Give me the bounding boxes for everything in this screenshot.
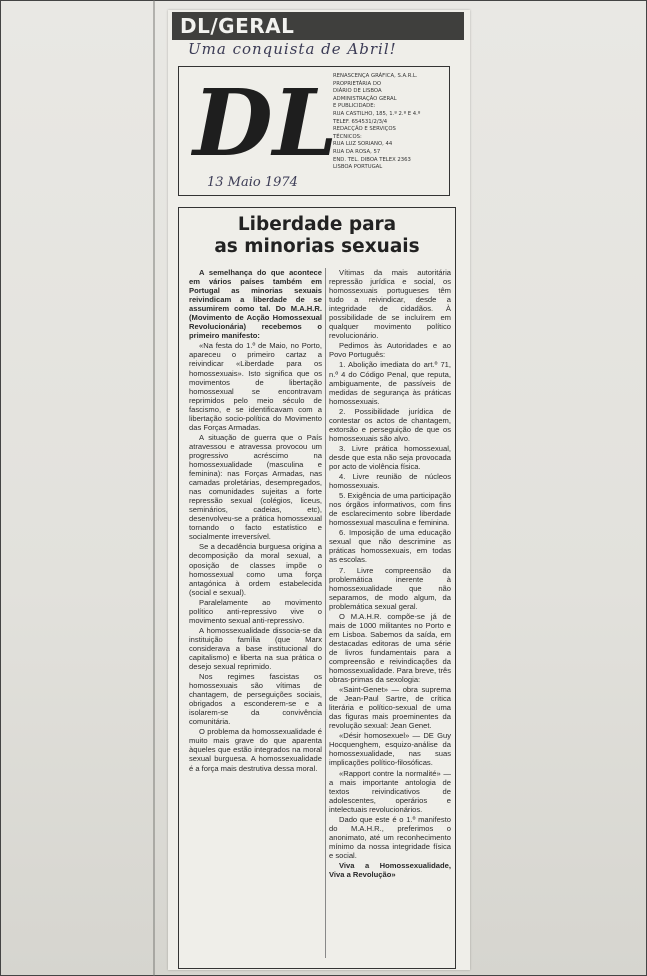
- article-paragraph: A homossexualidade dissocia-se da instituição família (que Marx considerava a base institucional do capitalismo) e liberta na sua prática o desejo sexual reprimido.: [189, 625, 322, 672]
- article-paragraph: 2. Possibilidade jurídica de contestar os actos de chantagem, extorsão e perseguição de que os homossexuais são alvo.: [329, 406, 451, 443]
- article-column-left: [189, 268, 322, 774]
- article-paragraph: Vítimas da mais autoritária repressão jurídica e social, os homossexuais portugueses têm tudo a reivindicar, desde a integridade de cidadãos. À possibilidade de se incluírem em qualquer movimento político revolucionário.: [329, 268, 451, 341]
- article-paragraph: 3. Livre prática homossexual, desde que esta não seja provocada por acto de violência física.: [329, 443, 451, 471]
- article-column-right: [329, 268, 451, 880]
- article-paragraph: «Saint-Genet» — obra suprema de Jean-Paul Sartre, de crítica literária e político-sexual de uma das figuras mais proeminentes da revolução sexual: Jean Genet.: [329, 685, 451, 731]
- background-fold-line: [153, 0, 155, 976]
- headline-line: as minorias sexuais: [214, 236, 420, 257]
- closing-slogan: Viva a Homossexualidade, Viva a Revolução»: [329, 861, 451, 880]
- article-paragraph: O problema da homossexualidade é muito mais grave do que aparenta àqueles que estão integrados na moral sexual burguesa. A homossexualidade é a força mais destrutiva dessa moral.: [189, 727, 322, 773]
- article-paragraph: «Rapport contre la normalité» — a mais importante antologia de textos reivindicativos de adolescentes, operários e intelectuais revolucionários.: [329, 768, 451, 814]
- article-paragraph: 5. Exigência de uma participação nos órgãos informativos, com fins de esclarecimento sobre liberdade homossexual masculina e feminina.: [329, 491, 451, 528]
- publisher-line: RUA DA ROSA, 57: [333, 148, 381, 155]
- dl-logo: [191, 71, 351, 171]
- article-paragraph: «Na festa do 1.º de Maio, no Porto, apareceu o primeiro cartaz a reivindicar «Liberdade para os homossexuais». Isto significa que os movimentos de libertação homossexual se encontravam reprimidos pelo meio século de fascismo, e se identificavam com a libertação socio-política do Movimento das Forças Armadas.: [189, 341, 322, 432]
- publisher-line: TÉCNICOS:: [333, 133, 362, 140]
- handwritten-date: 13 Maio 1974: [207, 175, 298, 190]
- article-paragraph: Pedimos às Autoridades e ao Povo Português:: [329, 341, 451, 360]
- publisher-line: PROPRIETÁRIA DO: [333, 80, 382, 87]
- article-paragraph: Se a decadência burguesa origina a decomposição da moral sexual, a oposição de classes impõe o homossexual como uma força antagónica à ordem estabelecida (social e sexual).: [189, 542, 322, 597]
- article-paragraph: Dado que este é o 1.º manifesto do M.A.H.R., preferimos o anonimato, até um reconhecimento mínimo da nossa integridade física e social.: [329, 814, 451, 860]
- article-paragraph: «Désir homosexuel» — DE Guy Hocquenghem, esquizo-análise da homossexualidade, nas suas implicações político-filosóficas.: [329, 731, 451, 768]
- article-box: [178, 207, 456, 969]
- article-paragraph: 4. Livre reunião de núcleos homossexuais.: [329, 472, 451, 491]
- publisher-line: RUA LUZ SORIANO, 44: [333, 141, 393, 148]
- publisher-line: REDACÇÃO E SERVIÇOS: [333, 126, 396, 133]
- masthead: [178, 66, 450, 196]
- handwritten-note: Uma conquista de Abril!: [188, 40, 397, 58]
- headline-line: Liberdade para: [237, 214, 397, 235]
- publisher-line: END. TEL. DIBOA TELEX 2363: [333, 156, 411, 163]
- publisher-line: TELEF. 654531/2/3/4: [333, 118, 388, 125]
- column-separator: [325, 268, 326, 958]
- article-paragraph: 7. Livre compreensão da problemática inerente à homossexualidade que não separamos, de modo algum, da problemática sexual geral.: [329, 565, 451, 611]
- article-paragraph: 6. Imposição de uma educação sexual que não descrimine as práticas homossexuais, em todas as escolas.: [329, 528, 451, 565]
- article-paragraph: 1. Abolição imediata do art.º 71, n.º 4 do Código Penal, que reputa, ambiguamente, de passíveis de medidas de segurança às práticas homossexuais.: [329, 360, 451, 406]
- dl-logo-text: DL: [193, 71, 338, 171]
- article-paragraph: Paralelamente ao movimento político anti-repressivo vive o movimento sexual anti-repressivo.: [189, 597, 322, 625]
- article-headline: [179, 214, 455, 258]
- publisher-line: DIÁRIO DE LISBOA: [333, 88, 382, 95]
- publisher-line: RENASCENÇA GRÁFICA, S.A.R.L.: [333, 73, 418, 79]
- publisher-info: [333, 73, 445, 172]
- publisher-line: LISBOA PORTUGAL: [333, 164, 383, 171]
- publisher-line: RUA CASTILHO, 185, 1.º 2.º E 4.º: [333, 110, 421, 117]
- article-paragraph: A situação de guerra que o País atravessou e atravessa provocou um progressivo acréscimo na homossexualidade (masculina e feminina): nas Forças Armadas, nas camadas proletárias, desempregados, nas comunidades sujeitas a forte repressão sexual (colégios, liceus, seminários, cadeias, etc), desenvolveu-se a prática homossexual tornando o facto estatístico e socialmente irreversível.: [189, 432, 322, 542]
- section-header: DL/GERAL: [172, 12, 464, 40]
- article-paragraph: A semelhança do que acontece em vários países também em Portugal as minorias sexuais reivindicam a liberdade de se assumirem como tal. Do M.A.H.R. (Movimento de Acção Homossexual Revolucionária) recebemos o primeiro manifesto:: [189, 268, 322, 341]
- publisher-line: E PUBLICIDADE:: [333, 103, 376, 110]
- publisher-line: ADMINISTRAÇÃO GERAL: [333, 95, 397, 102]
- article-paragraph: O M.A.H.R. compõe-se já de mais de 1000 militantes no Porto e em Lisboa. Sabemos da saída, em destacadas editoras de uma série de livros fundamentais para a compreensão e reivindicações da homossexualidade. Para breve, três obras-primas da sexologia:: [329, 611, 451, 685]
- article-paragraph: Nos regimes fascistas os homossexuais são vítimas de chantagem, de perseguições sociais, obrigados a esconderem-se e a isolarem-se da convivência comunitária.: [189, 672, 322, 727]
